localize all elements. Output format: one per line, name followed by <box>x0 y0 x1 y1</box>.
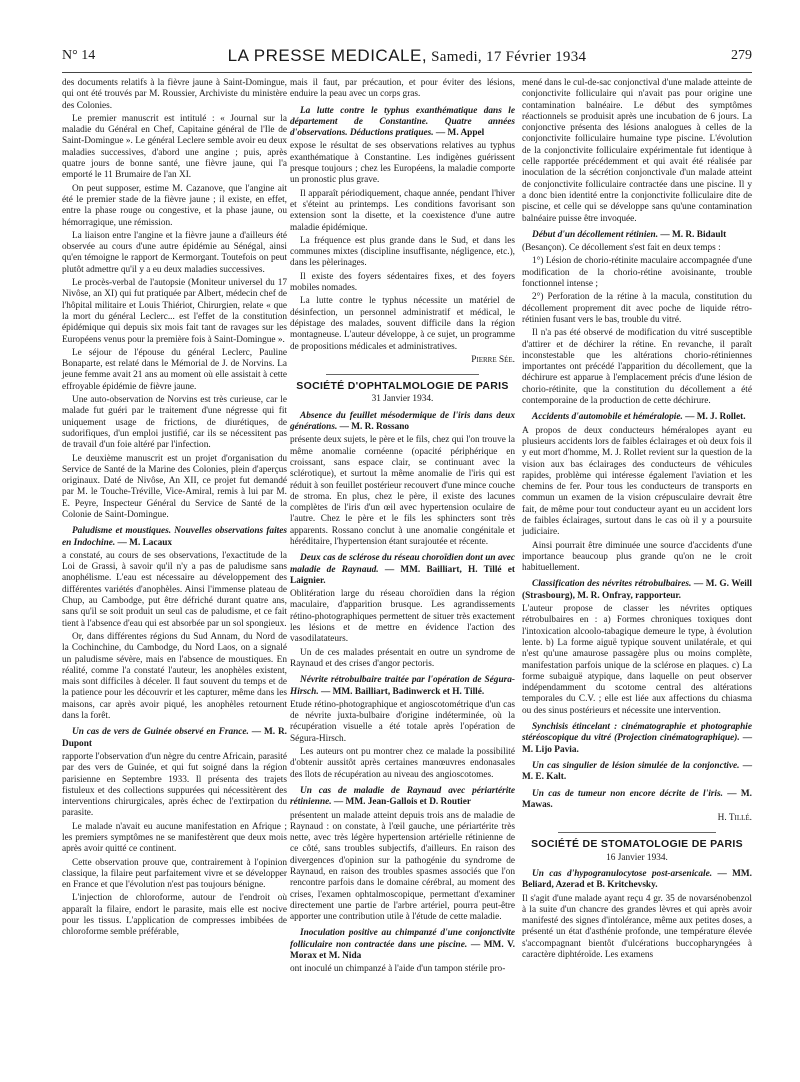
article-authors: — MM. Bailliart, H. Tillé et Laignier. <box>290 564 515 586</box>
article-heading <box>290 675 515 698</box>
section-date-ophtalmologie: 31 Janvier 1934. <box>371 394 434 405</box>
article-title: Début d'un décollement rétinien. <box>532 229 659 240</box>
article-title: Un cas de maladie de Raynaud avec périartérite rétinienne. <box>290 785 515 808</box>
paragraph: présente deux sujets, le père et le fils, chez qui l'on trouve la même anomalie cornéenne (opacité périphérique en croissant, sans espace clair, se continuant avec la sclérotique), et surtout la même anomalie de l'iris qui est réduit à son feuillet postérieur recouvert d'une mince couche de stroma. En plus, chez le père, il existe des lacunes complètes de l'iris d'un œil avec hypertension oculaire de l'autre. Chez le père et le fils les sphincters sont très apparents. Rossano conclut à une anomalie congénitale et héréditaire, l'hypertension étant surajoutée et récente. <box>290 435 515 547</box>
article-authors: — M. R. Bidault <box>658 229 727 240</box>
column-left-body <box>62 78 287 939</box>
issue-date: Samedi, 17 Février 1934 <box>431 49 587 65</box>
article-heading <box>522 869 752 892</box>
article-authors: — MM. Jean-Gallois et D. Routier <box>331 797 472 808</box>
article-title: Inoculation positive au chimpanzé d'une conjonctivite folliculaire non contractée dans une piscine. <box>290 928 515 950</box>
paragraph: Ainsi pourrait être diminuée une source d'accidents d'une importance beaucoup plus grande qu'on ne le croit habituellement. <box>522 540 752 574</box>
paragraph: Or, dans différentes régions du Sud Annam, du Nord de la Cochinchine, du Cambodge, du Nord Laos, on a signalé un paludisme sévère, mais en l'absence de moustiques. En réalité, comme l'a constaté l'auteur, les anophèles existent, mais sont difficiles à déceler. Il faut souvent du temps et de la patience pour les découvrir et les capturer, même dans les maisons, car après avoir piqué, les anophèles retournent dans la forêt. <box>62 631 287 722</box>
paragraph: mais il faut, par précaution, et pour éviter des lésions, enduire la peau avec un corps gras. <box>290 78 515 100</box>
paragraph: a constaté, au cours de ses observations, l'exactitude de la Loi de Grassi, à savoir qu'il n'y a pas de paludisme sans anophélisme. L'eau est nécessaire au développement des différentes variétés d'anophèles. Ainsi l'immense plateau de Chup, au Cambodge, put être défriché durant quatre ans, sans qu'il se soit produit un seul cas de paludisme, et ce fait tient à l'absence d'eau qui est absorbée par un sol spongieux. <box>62 550 287 629</box>
column-left <box>62 78 287 941</box>
journal-name: LA PRESSE MEDICALE, <box>227 46 428 65</box>
section-divider <box>326 374 479 375</box>
paragraph: 2°) Perforation de la rétine à la macula, constitution du décollement proprement dit avec poche de liquide rétro-rétinien fusant vers le bas, trouble du vitré. <box>522 292 752 325</box>
section-title-ophtalmologie: SOCIÉTÉ D'OPHTALMOLOGIE DE PARIS <box>296 380 509 393</box>
article-authors: — M. E. Kalt. <box>522 760 753 783</box>
article-heading <box>522 722 752 756</box>
article-authors: — M. R. Dupont <box>62 727 287 749</box>
paragraph: Il apparaît périodiquement, chaque année, pendant l'hiver et s'éteint au printemps. Les conditions favorisant son extension sont la disette, et la coexistence d'une autre maladie épidémique. <box>290 188 515 233</box>
section-divider <box>558 832 716 833</box>
page-number: 279 <box>731 48 752 63</box>
paragraph: Le malade n'avait eu aucune manifestation en Afrique ; les premiers symptômes ne se manifestèrent que deux mois après avoir quitté ce continent. <box>62 821 287 855</box>
column-right-top <box>522 78 752 824</box>
article-authors: — M. Lacaux <box>115 537 173 548</box>
article-authors: — M. G. Weill (Strasbourg), M. R. Onfray, rapporteur. <box>522 579 752 601</box>
article-title: Un cas d'hypogranulocytose post-arsenicale. <box>532 869 713 879</box>
article-heading <box>290 928 515 962</box>
article-authors: — M. R. Rossano <box>337 422 410 433</box>
paragraph: La liaison entre l'angine et la fièvre jaune a d'ailleurs été observée au cours d'une autre épidémie au Sénégal, ainsi qu'en témoigne le rapport de Kermorgant. Toutefois on peut plutôt admettre qu'il y a eu deux maladies successives. <box>62 230 287 275</box>
paragraph: rapporte l'observation d'un nègre du centre Africain, parasité par des vers de Guinée, et qui fut soigné dans la région parisienne en Septembre 1933. Il présenta des trajets fistuleux et des collections suppurées qui nécessitèrent des interventions chirurgicales, après échec de l'extirpation du parasite. <box>62 751 287 819</box>
article-title: Un cas singulier de lésion simulée de la conjonctive. <box>532 760 740 771</box>
article-heading <box>522 412 752 423</box>
article-title: Un cas de vers de Guinée observé en France. <box>72 727 249 738</box>
article-title: Accidents d'automobile et héméralopie. <box>532 412 683 423</box>
article-authors: — M. J. Rollet. <box>682 412 746 423</box>
paragraph: Un de ces malades présentait en outre un syndrome de Raynaud et des crises d'angor pectoris. <box>290 647 515 669</box>
paragraph: Etude rétino-photographique et angioscotométrique d'un cas de névrite juxta-bulbaire d'origine indéterminée, où la récupération visuelle a été totale après l'opération de Ségura-Hirsch. <box>290 699 515 744</box>
article-authors: — M. Mawas. <box>522 788 752 810</box>
paragraph: 1°) Lésion de chorio-rétinite maculaire accompagnée d'une modification de la chorio-rétine avoisinante, trouble fonctionnel intense ; <box>522 256 752 290</box>
article-authors: — MM. Bailliart, Badinwerck et H. Tillé. <box>318 686 485 697</box>
article-heading <box>522 789 752 812</box>
article-heading <box>290 786 515 809</box>
article-title: Paludisme et moustiques. Nouvelles observations faites en Indochine. <box>62 526 287 548</box>
article-title: Absence du feuillet mésodermique de l'iris dans deux générations. <box>290 410 515 433</box>
article-heading <box>62 526 287 549</box>
paragraph: On peut supposer, estime M. Cazanove, que l'angine ait été le premier stade de la fièvre jaune ; il existe, en effet, entre la phase rouge ou congestive, et la phase jaune, ou hémorragique, une rémission. <box>62 183 287 228</box>
header-rule <box>62 72 752 73</box>
signature: Pierre Sée. <box>471 354 515 365</box>
paragraph: ont inoculé un chimpanzé à l'aide d'un tampon stérile pro- <box>290 964 506 975</box>
paragraph: Les auteurs ont pu montrer chez ce malade la possibilité d'obtenir aussitôt après certaines manœuvres endonasales des îlots de récupération au niveau des angioscotomes. <box>290 747 515 780</box>
paragraph: Une auto-observation de Norvins est très curieuse, car le malade fut guéri par le traitement d'une négresse qui fit uniquement usage de frictions, de diurétiques, de sudorifiques, d'un emploi justifié, car ils se nécessitent pas de travail d'un foie altéré par l'infection. <box>62 395 287 451</box>
article-title: Deux cas de sclérose du réseau choroïdien dont un avec maladie de Raynaud. <box>290 553 515 575</box>
article-authors: — MM. Beliard, Azerad et B. Kritchevsky. <box>522 869 752 891</box>
paragraph: L'auteur propose de classer les névrites optiques rétrobulbaires en : a) Formes chroniques toxiques dont l'intoxication alcoolo-tabagique demeure le type, à évolution lente. b) La forme aiguë typique souvent unilatérale, et qui n'est qu'une amaurose passagère plus ou moins complète, manifestation parfois unique de la sclérose en plaques. c) La forme subaiguë atypique, dans laquelle on peut observer indépendamment du scotome central des altérations temporales du C.V. ; elle est liée aux affections du chiasma ou des sinus postérieurs et nécessite une intervention. <box>522 604 752 716</box>
article-heading <box>62 727 287 750</box>
article-heading <box>522 230 752 241</box>
paragraph: Il s'agit d'une malade ayant reçu 4 gr. 35 de novarsénobenzol à la suite d'un chancre des grandes lèvres et qui après avoir manifesté des signes d'intolérance, même aux petites doses, a présenté un état d'asthénie profonde, une température élevée s'accompagnant bientôt d'ulcérations buccopharyngées à caractère diphtéroïde. Les examens <box>522 893 752 961</box>
article-title: La lutte contre le typhus exanthématique dans le département de Constantine. Quatre années d'observations. Déductions pratiques. <box>290 105 515 139</box>
paragraph: A propos de deux conducteurs héméralopes ayant eu plusieurs accidents lors de faibles éclairages et où deux fois il y eut mort d'homme, M. J. Rollet revient sur la question de la vision aux bas éclairages des conducteurs de véhicules rapides, problème qui intéresse également l'aviation et les chemins de fer. Pour tous les conducteurs de transports en commun un examen de la vision crépusculaire devrait être fait, de même pour tout conducteur ayant eu un accident lors de faibles éclairages, surtout dans le cas où il y a poursuite judiciaire. <box>522 425 752 538</box>
paragraph: Le séjour de l'épouse du général Leclerc, Pauline Bonaparte, est relaté dans le Mémorial de J. de Norvins. La jeune femme avait 21 ans au moment où elle assistait à cette effroyable épidémie de fièvre jaune. <box>62 347 287 392</box>
page-header <box>62 44 752 70</box>
article-heading <box>290 106 515 140</box>
paragraph: Le deuxième manuscrit est un projet d'organisation du Service de Santé de la Marine des Colonies, plein d'aperçus originaux. Daté de Nivôse, An XII, ce projet fut demandé par M. le Touche-Tréville, Vice-Amiral, remis à lui par M. E. Peyre, Inspecteur Général du Service de Santé de la Colonie de Saint-Domingue. <box>62 453 287 520</box>
article-heading <box>290 411 515 434</box>
column-right <box>522 78 752 963</box>
article-authors: — M. Appel <box>433 128 485 139</box>
column-middle-bottom <box>290 411 515 976</box>
paragraph: expose le résultat de ses observations relatives au typhus exanthématique à Constantine. Les indigènes guérissent presque toujours ; chez les Européens, la maladie comporte un pronostic plus grave. <box>290 141 515 186</box>
issue-number: N° 14 <box>62 48 96 63</box>
paragraph: Il existe des foyers sédentaires fixes, et des foyers mobiles nomades. <box>290 271 515 294</box>
paragraph: (Besançon). Ce décollement s'est fait en deux temps : <box>522 243 721 254</box>
paragraph: présentent un malade atteint depuis trois ans de maladie de Raynaud : on constate, à l'œil gauche, une périartérite très nette, avec très légère hypertension artérielle rétinienne de ce côté, sans troubles subjectifs, d'ailleurs. En raison des divergences d'opinion sur la pathogénie du syndrome de Raynaud, en raison des troubles spasmes associés que l'on rencontre parfois dans le domaine cérébral, au moment des crises, l'examen ophtalmoscopique, permettant d'examiner directement une partie de l'arbre artériel, pourra peut-être apporter une contribution utile à l'étude de cette maladie. <box>290 810 515 923</box>
journal-title-line <box>62 46 752 66</box>
article-authors: — M. Lijo Pavia. <box>522 733 752 755</box>
article-heading <box>290 553 515 587</box>
article-heading <box>522 761 752 784</box>
column-right-bottom <box>522 869 752 961</box>
article-title: Classification des névrites rétrobulbaires. <box>532 579 692 590</box>
paragraph: des documents relatifs à la fièvre jaune à Saint-Domingue, qui ont été trouvés par M. Roussier, Archiviste du ministère des Colonies. <box>62 78 287 111</box>
paragraph: mené dans le cul-de-sac conjonctival d'une malade atteinte de conjonctivite folliculaire qui n'avait pas pour origine une contamination balnéaire. Le début des symptômes réactionnels se produisit après une incubation de 6 jours. La conjonctive présenta des lésions analogues à celles de la conjonctivite folliculaire humaine type piscine. L'évolution de la conjonctivite folliculaire expérimentale fut identique à celle rapportée précédemment et qui avait été réalisée par inoculation de la sécrétion conjonctivale d'un malade atteint de conjonctivite folliculaire contractée dans une piscine. Il y a donc bien identité entre la conjonctivite folliculaire dite de piscine, et celle qui se développe sans qu'une contamination balnéaire puisse être invoquée. <box>522 78 752 224</box>
paragraph: Le premier manuscrit est intitulé : « Journal sur la maladie du Général en Chef, Capitaine général de l'Ile de Saint-Domingue ». Le général Leclere semble avoir eu deux maladies successives, d'abord une angine ; puis, après quatre jours de bonne santé, une fièvre jaune, qui l'a emporté le 11 Brumaire de l'an XI. <box>62 113 287 181</box>
paragraph: La lutte contre le typhus nécessite un matériel de désinfection, un personnel administratif et médical, le dépistage des malades, souvent difficile dans la région montagneuse. L'auteur développe, à ce sujet, un programme de propositions médicales et administratives. <box>290 296 515 352</box>
paragraph: Cette observation prouve que, contrairement à l'opinion classique, la filaire peut parfaitement vivre et se développer en France et que l'évolution n'est pas toujours bénigne. <box>62 857 287 891</box>
article-title: Synchisis étincelant : cinématographie et photographie stéréoscopique du vitré (Projection cinématographique). <box>522 722 752 744</box>
paragraph: L'injection de chloroforme, autour de l'endroit où apparaît la filaire, endort le parasite, mais elle est nocive pour les tissus. L'application de compresses imbibées de chloroforme semble préférable, <box>62 893 287 938</box>
section-date-stomatologie: 16 Janvier 1934. <box>606 852 668 863</box>
signature: H. Tillé. <box>717 813 752 824</box>
paragraph: Oblitération large du réseau choroïdien dans la région maculaire, d'apparition brusque. Les agrandissements rétino-photographiques permettent de situer très exactement les lésions et de mettre en évidence l'action des vasodilatateurs. <box>290 589 515 645</box>
column-middle-top <box>290 78 515 366</box>
section-title-stomatologie: SOCIÉTÉ DE STOMATOLOGIE DE PARIS <box>531 838 743 851</box>
article-title: Un cas de tumeur non encore décrite de l'iris. <box>532 788 723 799</box>
paragraph: Il n'a pas été observé de modification du vitré susceptible d'attirer et de déchirer la rétine. En revanche, il paraît inconstestable que les altérations chorio-rétiniennes importantes ont précédé l'apparition du décollement, que la déchirure est apparue à l'emplacement précis d'une lésion de chorio-rétinite, que la constitution du décollement a été contemporaine de la production de cette déchirure. <box>522 328 752 407</box>
article-heading <box>522 579 752 602</box>
paragraph: La fréquence est plus grande dans le Sud, et dans les communes mixtes (discipline insuffisante, négligence, etc.), dans les pèlerinages. <box>290 235 515 269</box>
column-middle <box>290 78 515 978</box>
article-authors: — MM. V. Morax et M. Nida <box>290 939 515 962</box>
paragraph: Le procès-verbal de l'autopsie (Moniteur universel du 17 Nivôse, an XI) qui fut pratiquée par Albert, médecin chef de l'hôpital militaire et Louis Thiériot, Chirurgien, relate « que la mort du général Leclerc... est l'effet de la constitution épidémique qui depuis six mois fait tant de ravages sur les Européens venus pour la première fois à Saint-Domingue ». <box>62 278 287 345</box>
article-title: Névrite rétrobulbaire traitée par l'opération de Ségura-Hirsch. <box>290 675 515 697</box>
